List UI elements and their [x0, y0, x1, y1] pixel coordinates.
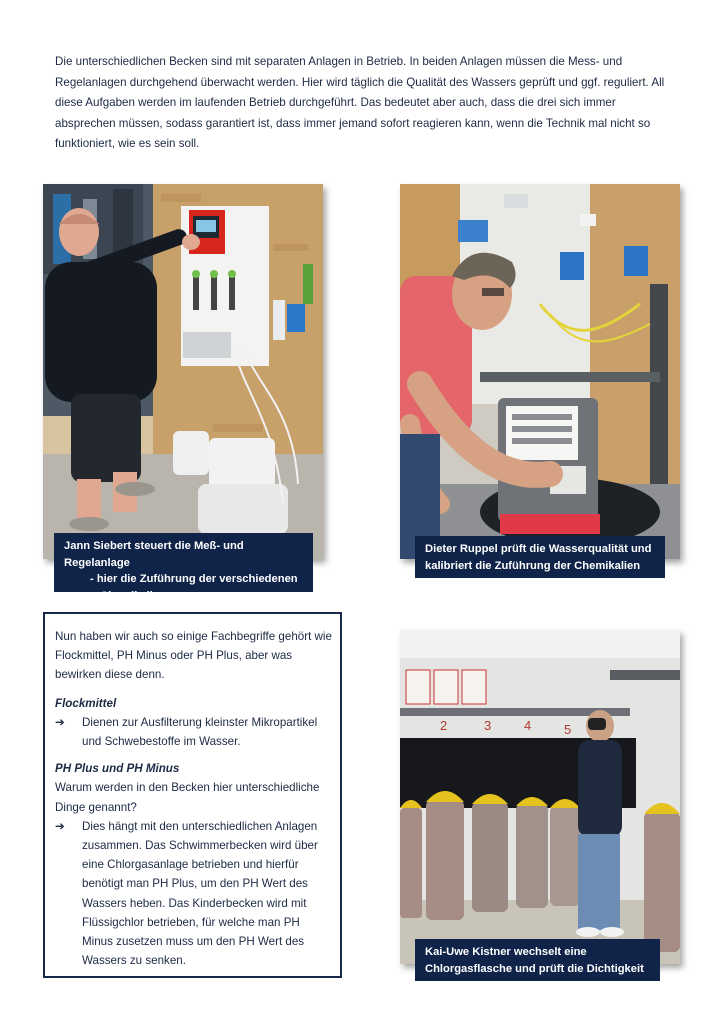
arrow-right-icon: ➔: [55, 819, 65, 833]
bullet-ph: [55, 817, 332, 971]
cylinder-number: 5: [564, 722, 572, 737]
cylinder-number: 4: [524, 718, 532, 733]
info-intro: Nun haben wir auch so einige Fachbegriffe gehört wie Flockmittel, PH Minus oder PH Plus, aber was bewirken diese denn.: [55, 630, 332, 682]
caption-photo3: [415, 939, 660, 981]
cylinder-number: 3: [484, 718, 492, 733]
photo-chlorine-cylinders-illustration: [400, 630, 680, 964]
bullet-flockmittel: [55, 713, 332, 751]
photo-control-system: [43, 184, 323, 559]
heading-ph: PH Plus und PH Minus: [55, 762, 180, 776]
info-box-terms: [43, 612, 342, 978]
cylinder-number: 2: [440, 718, 448, 733]
bullet-text: Dienen zur Ausfilterung kleinster Mikropartikel und Schwebestoffe im Wasser.: [82, 715, 318, 749]
bullet-text: Dies hängt mit den unterschiedlichen Anlagen zusammen. Das Schwimmerbecken wird über eine Chlorgasanlage betrieben und hierfür benötigt man PH Plus, um den PH Wert des Wassers heben. Das Kinderbecken wird mit Flüssigchlor betrieben, für welche man PH Minus zusetzen muss um den PH Wert des Wassers zu senken.: [82, 819, 318, 968]
caption-line: Chemikalien: [100, 589, 166, 602]
intro-paragraph: Die unterschiedlichen Becken sind mit separaten Anlagen in Betrieb. In beiden Anlagen müssen die Mess- und Regelanlagen durchgehend überwacht werden. Hier wird täglich die Qualität des Wassers geprüft und ggf. reguliert. All diese Aufgaben werden im laufenden Betrieb durchgeführt. Das bedeutet aber auch, dass die drei sich immer absprechen müssen, sodass garantiert ist, dass immer jemand sofort reagieren kann, wenn die Technik mal nicht so funktioniert, wie es sein soll.: [55, 55, 665, 150]
caption-line: Dieter Ruppel prüft die Wasserqualität und: [425, 543, 652, 555]
caption-line: Jann Siebert steuert die Meß- und Regelanlage: [64, 540, 244, 569]
caption-line: kalibriert die Zuführung der Chemikalien: [425, 559, 641, 572]
photo-control-system-illustration: [43, 184, 323, 559]
caption-line: Kai-Uwe Kistner wechselt eine: [425, 946, 587, 958]
caption-photo2: [415, 536, 665, 578]
arrow-right-icon: ➔: [55, 715, 65, 729]
photo-water-testing: [400, 184, 680, 559]
info-question: Warum werden in den Becken hier unterschiedliche Dinge genannt?: [55, 781, 320, 814]
caption-line: Chlorgasflasche und prüft die Dichtigkeit: [425, 962, 644, 975]
caption-line: - hier die Zuführung der verschiedenen: [90, 573, 298, 585]
photo-chlorine-cylinders: [400, 630, 680, 964]
photo-water-testing-illustration: [400, 184, 680, 559]
caption-photo1: [54, 533, 313, 602]
heading-flockmittel: Flockmittel: [55, 696, 117, 710]
